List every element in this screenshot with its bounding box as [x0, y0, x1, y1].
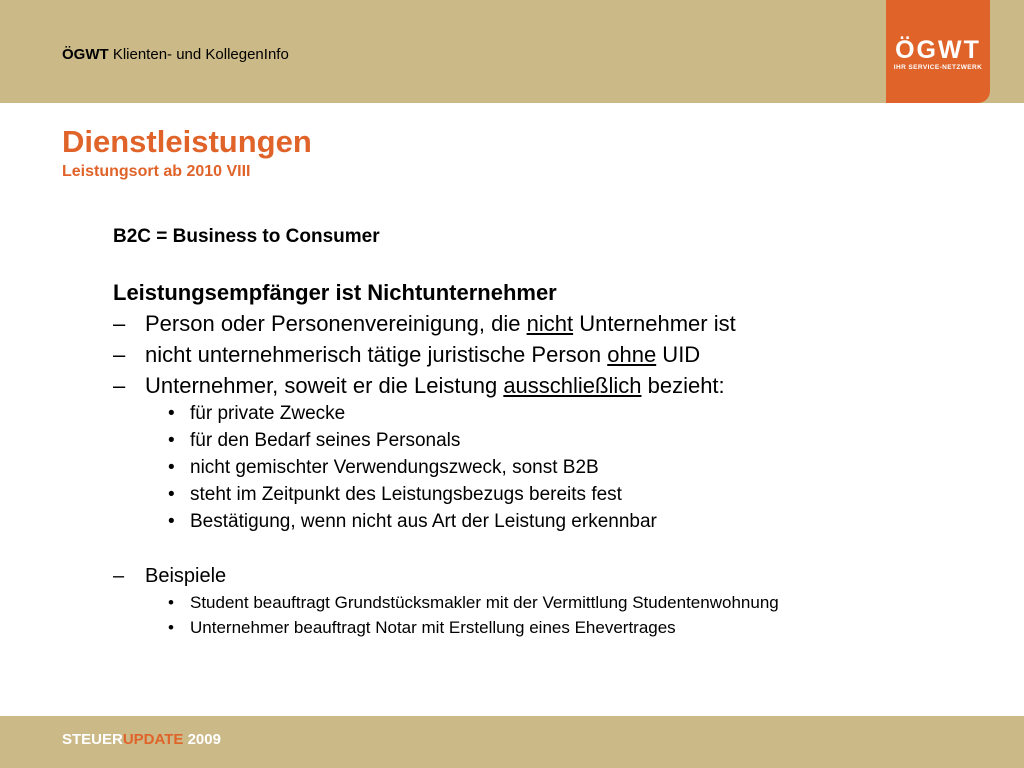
slide-subtitle: Leistungsort ab 2010 VIII	[62, 163, 251, 180]
dash-item: – Person oder Personenvereinigung, die nicht Unternehmer ist	[113, 311, 736, 336]
bullet-item: • Bestätigung, wenn nicht aus Art der Leistung erkennbar	[168, 511, 657, 532]
header-brand: ÖGWT	[62, 46, 109, 63]
header-title	[62, 46, 289, 63]
section-heading: Leistungsempfänger ist Nichtunternehmer	[113, 280, 557, 305]
underlined-term: nicht	[526, 311, 574, 336]
underlined-term: ohne	[607, 342, 657, 367]
bullet-item: • für den Bedarf seines Personals	[168, 430, 461, 451]
example-item: • Unternehmer beauftragt Notar mit Erstellung eines Ehevertrages	[168, 618, 676, 637]
footer-label: STEUERUPDATE 2009	[62, 731, 221, 748]
logo-tagline: IHR SERVICE-NETZWERK	[893, 64, 983, 71]
header-band	[0, 0, 1024, 103]
footer-band	[0, 716, 1024, 768]
header-subtitle: Klienten- und KollegenInfo	[112, 46, 289, 63]
underlined-term: ausschließlich	[503, 373, 642, 398]
bullet-item: • für private Zwecke	[168, 403, 346, 424]
examples-heading: – Beispiele	[113, 565, 227, 587]
b2c-definition: B2C = Business to Consumer	[113, 226, 380, 247]
example-item: • Student beauftragt Grundstücksmakler mit der Vermittlung Studentenwohnung	[168, 593, 779, 612]
dash-item: – nicht unternehmerisch tätige juristische Person ohne UID	[113, 342, 701, 367]
bullet-item: • nicht gemischter Verwendungszweck, sonst B2B	[168, 457, 599, 478]
dash-item: – Unternehmer, soweit er die Leistung ausschließlich bezieht:	[113, 373, 725, 398]
oegwt-logo	[886, 0, 990, 103]
logo-wordmark: ÖGWT	[895, 36, 981, 64]
bullet-item: • steht im Zeitpunkt des Leistungsbezugs bereits fest	[168, 484, 622, 505]
slide-title: Dienstleistungen	[62, 124, 312, 159]
